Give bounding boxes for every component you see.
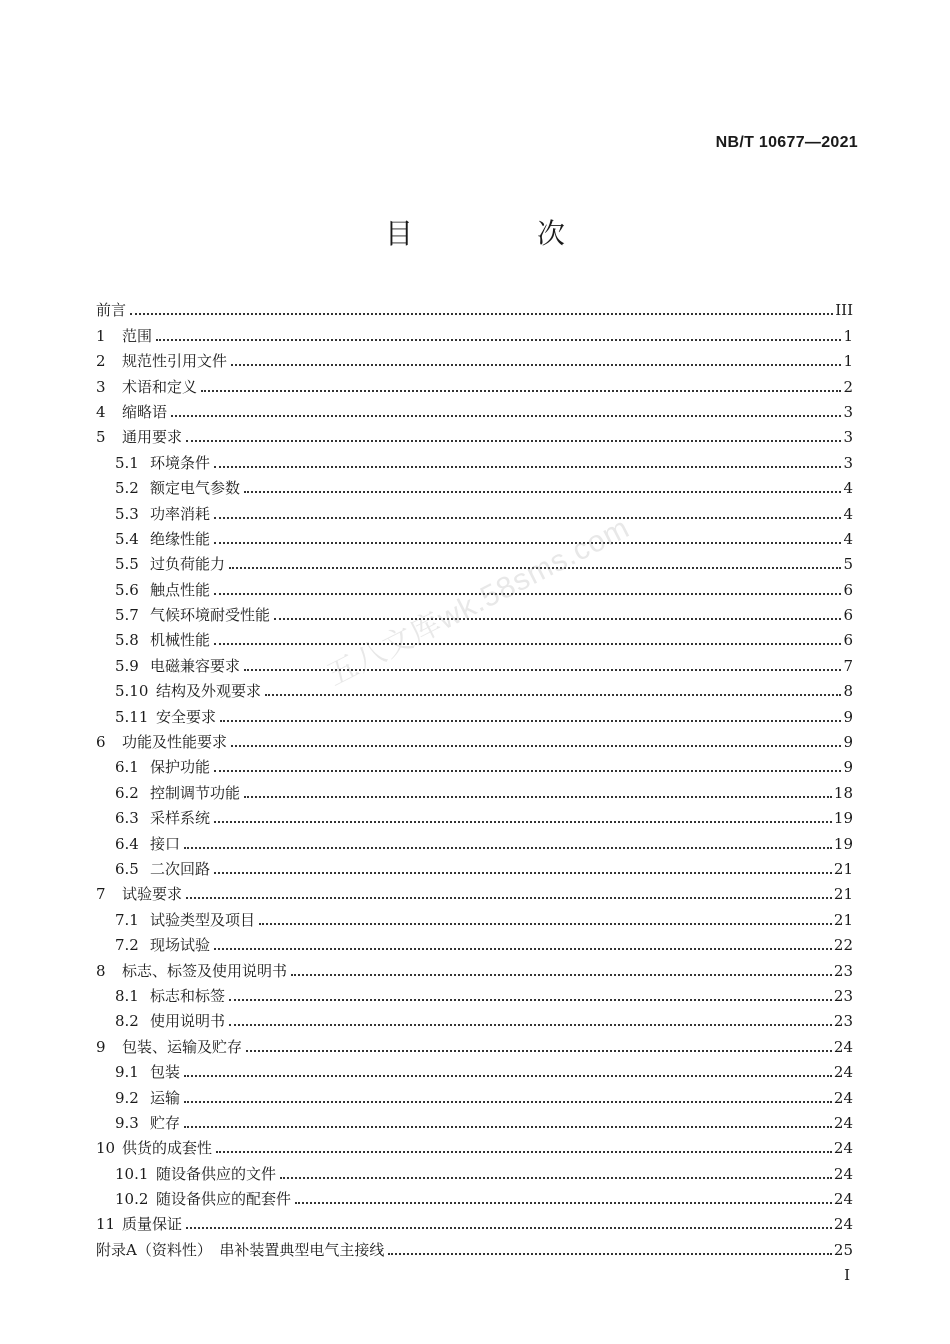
toc-entry-number: 9.3	[115, 1113, 139, 1132]
toc-entry-number: 11	[96, 1215, 116, 1234]
toc-entry-page: 21	[833, 885, 853, 904]
toc-leader-dots	[184, 1125, 832, 1128]
toc-entry-page: III	[835, 301, 853, 320]
toc-entry-page: 24	[833, 1190, 853, 1209]
toc-entry[interactable]	[96, 1233, 853, 1258]
toc-entry-label: 范围	[122, 326, 153, 345]
toc-entry[interactable]	[96, 878, 853, 903]
toc-entry[interactable]	[96, 929, 853, 954]
toc-entry[interactable]	[96, 1081, 853, 1106]
toc-entry[interactable]	[96, 294, 853, 319]
toc-leader-dots	[231, 363, 841, 366]
toc-leader-dots	[216, 1150, 832, 1153]
toc-leader-dots	[229, 1023, 832, 1026]
toc-leader-dots	[214, 871, 832, 874]
toc-entry-page: 1	[843, 326, 853, 345]
toc-entry-number: 5.3	[115, 504, 139, 523]
toc-entry-label: 机械性能	[150, 631, 211, 650]
toc-leader-dots	[244, 490, 841, 493]
toc-entry-page: 23	[833, 986, 853, 1005]
toc-leader-dots	[214, 541, 841, 544]
toc-leader-dots	[246, 1049, 832, 1052]
toc-entry-number: 5.11	[115, 707, 149, 726]
toc-entry-number: 5.5	[115, 555, 139, 574]
toc-leader-dots	[265, 693, 841, 696]
toc-entry-page: 9	[843, 733, 853, 752]
toc-entry-number: 6.4	[115, 834, 139, 853]
toc-leader-dots	[156, 338, 841, 341]
toc-entry-number: 5	[96, 428, 106, 447]
toc-entry-number: 6	[96, 733, 106, 752]
toc-entry[interactable]	[96, 1030, 853, 1055]
toc-entry[interactable]	[96, 1183, 853, 1208]
toc-entry-number: 9	[96, 1037, 106, 1056]
toc-entry[interactable]	[96, 446, 853, 471]
toc-entry-page: 21	[833, 910, 853, 929]
toc-entry-number: 8.1	[115, 986, 139, 1005]
toc-entry-label: 保护功能	[150, 758, 211, 777]
toc-leader-dots	[259, 922, 832, 925]
toc-entry-page: 4	[843, 529, 853, 548]
toc-entry-label: （资料性） 串补装置典型电气主接线	[136, 1240, 385, 1259]
toc-entry-page: 23	[833, 1012, 853, 1031]
toc-leader-dots	[214, 516, 841, 519]
toc-entry-number: 8.2	[115, 1012, 139, 1031]
toc-entry-label: 控制调节功能	[150, 783, 241, 802]
toc-entry-number: 7.2	[115, 936, 139, 955]
toc-entry-label: 试验要求	[122, 885, 183, 904]
toc-entry-number: 6.1	[115, 758, 139, 777]
toc-entry[interactable]	[96, 751, 853, 776]
toc-leader-dots	[214, 465, 841, 468]
toc-entry-label: 质量保证	[122, 1215, 183, 1234]
toc-entry-page: 25	[833, 1240, 853, 1259]
toc-entry-page: 19	[833, 834, 853, 853]
toc-entry-number: 5.9	[115, 656, 139, 675]
page-number: I	[844, 1266, 850, 1284]
toc-leader-dots	[244, 795, 832, 798]
toc-entry-label: 结构及外观要求	[156, 682, 262, 701]
toc-entry[interactable]	[96, 1208, 853, 1233]
toc-entry[interactable]	[96, 421, 853, 446]
toc-entry-number: 6.2	[115, 783, 139, 802]
toc-entry-label: 运输	[150, 1088, 181, 1107]
toc-leader-dots	[291, 973, 832, 976]
toc-entry[interactable]	[96, 802, 853, 827]
toc-entry-number: 5.1	[115, 453, 139, 472]
toc-leader-dots	[220, 719, 841, 722]
standard-code: NB/T 10677—2021	[715, 134, 858, 151]
toc-entry-label: 通用要求	[122, 428, 183, 447]
toc-entry-label: 标志、标签及使用说明书	[122, 961, 288, 980]
toc-entry-number: 5.6	[115, 580, 139, 599]
toc-leader-dots	[295, 1201, 832, 1204]
toc-entry-number: 7.1	[115, 910, 139, 929]
toc-entry[interactable]	[96, 523, 853, 548]
toc-entry-page: 1	[843, 352, 853, 371]
toc-entry-label: 标志和标签	[150, 986, 226, 1005]
toc-entry-label: 安全要求	[156, 707, 217, 726]
toc-entry[interactable]	[96, 903, 853, 928]
toc-entry-label: 二次回路	[150, 859, 211, 878]
toc-entry-page: 6	[843, 631, 853, 650]
toc-entry[interactable]	[96, 497, 853, 522]
toc-entry[interactable]	[96, 980, 853, 1005]
toc-entry-page: 19	[833, 809, 853, 828]
toc-entry-page: 24	[833, 1088, 853, 1107]
toc-entry[interactable]	[96, 548, 853, 573]
toc-entry-number: 10	[96, 1139, 116, 1158]
toc-leader-dots	[184, 1100, 832, 1103]
toc-entry-label: 使用说明书	[150, 1012, 226, 1031]
toc-entry-page: 3	[843, 453, 853, 472]
toc-leader-dots	[214, 820, 832, 823]
toc-entry[interactable]	[96, 675, 853, 700]
toc-entry-label: 电磁兼容要求	[150, 656, 241, 675]
toc-entry-number: 10.2	[115, 1190, 149, 1209]
toc-entry-page: 2	[843, 377, 853, 396]
toc-entry[interactable]	[96, 1157, 853, 1182]
toc-entry-label: 绝缘性能	[150, 529, 211, 548]
toc-entry-page: 4	[843, 479, 853, 498]
toc-entry-page: 21	[833, 859, 853, 878]
toc-entry-number: 5.7	[115, 606, 139, 625]
toc-entry[interactable]	[96, 1107, 853, 1132]
toc-entry-page: 24	[833, 1113, 853, 1132]
toc-leader-dots	[186, 439, 841, 442]
toc-entry-label: 现场试验	[150, 936, 211, 955]
toc-entry-number: 5.2	[115, 479, 139, 498]
toc-entry-label: 功率消耗	[150, 504, 211, 523]
toc-entry[interactable]	[96, 954, 853, 979]
toc-entry-number: 10.1	[115, 1164, 149, 1183]
toc-entry-number: 7	[96, 885, 106, 904]
toc-leader-dots	[186, 896, 832, 899]
toc-entry-label: 规范性引用文件	[122, 352, 228, 371]
toc-entry-page: 8	[843, 682, 853, 701]
toc-entry-number: 8	[96, 961, 106, 980]
toc-entry-page: 23	[833, 961, 853, 980]
toc-entry-number: 3	[96, 377, 106, 396]
toc-entry[interactable]	[96, 396, 853, 421]
toc-entry-page: 24	[833, 1215, 853, 1234]
toc-entry-page: 6	[843, 606, 853, 625]
toc-entry[interactable]	[96, 472, 853, 497]
toc-entry[interactable]	[96, 776, 853, 801]
toc-entry-label: 包装、运输及贮存	[122, 1037, 243, 1056]
toc-entry-page: 9	[843, 758, 853, 777]
toc-entry-page: 24	[833, 1037, 853, 1056]
toc-leader-dots	[231, 744, 841, 747]
toc-leader-dots	[388, 1252, 832, 1255]
toc-entry[interactable]	[96, 700, 853, 725]
toc-entry-number: 9.1	[115, 1063, 139, 1082]
toc-entry[interactable]	[96, 319, 853, 344]
table-of-contents	[96, 294, 853, 1259]
toc-entry[interactable]	[96, 1056, 853, 1081]
toc-entry[interactable]	[96, 649, 853, 674]
toc-entry-label: 术语和定义	[122, 377, 198, 396]
toc-entry-page: 5	[843, 555, 853, 574]
toc-entry[interactable]	[96, 624, 853, 649]
toc-entry-number: 5.8	[115, 631, 139, 650]
toc-leader-dots	[274, 617, 841, 620]
toc-entry-label: 气候环境耐受性能	[150, 606, 271, 625]
toc-entry-number: 1	[96, 326, 106, 345]
toc-entry-label: 随设备供应的配套件	[156, 1190, 292, 1209]
toc-leader-dots	[201, 389, 841, 392]
toc-entry-page: 24	[833, 1063, 853, 1082]
toc-entry-page: 24	[833, 1139, 853, 1158]
toc-entry-label: 功能及性能要求	[122, 733, 228, 752]
toc-leader-dots	[214, 642, 841, 645]
toc-entry-page: 9	[843, 707, 853, 726]
toc-leader-dots	[186, 1226, 832, 1229]
toc-entry-page: 22	[833, 936, 853, 955]
toc-entry-number: 附录A	[96, 1240, 137, 1259]
toc-entry-label: 过负荷能力	[150, 555, 226, 574]
toc-entry[interactable]	[96, 345, 853, 370]
toc-entry-page: 6	[843, 580, 853, 599]
toc-entry-page: 7	[843, 656, 853, 675]
toc-entry-label: 随设备供应的文件	[156, 1164, 277, 1183]
watermark: 五八文库wk.58sms.com	[322, 511, 635, 693]
toc-entry-number: 4	[96, 402, 106, 421]
toc-entry-number: 5.10	[115, 682, 149, 701]
toc-entry-number: 2	[96, 352, 106, 371]
toc-entry[interactable]	[96, 1132, 853, 1157]
toc-leader-dots	[184, 846, 832, 849]
toc-entry-page: 3	[843, 428, 853, 447]
toc-leader-dots	[171, 414, 841, 417]
toc-entry-number: 6.3	[115, 809, 139, 828]
toc-entry-label: 采样系统	[150, 809, 211, 828]
toc-entry-number: 6.5	[115, 859, 139, 878]
toc-entry-label: 触点性能	[150, 580, 211, 599]
toc-entry[interactable]	[96, 726, 853, 751]
toc-entry-page: 3	[843, 402, 853, 421]
toc-entry-label: 前言	[96, 301, 127, 320]
toc-entry-label: 试验类型及项目	[150, 910, 256, 929]
toc-leader-dots	[229, 998, 832, 1001]
toc-entry-label: 供货的成套性	[122, 1139, 213, 1158]
toc-leader-dots	[214, 947, 832, 950]
toc-entry-number: 9.2	[115, 1088, 139, 1107]
page-title: 目 次	[384, 217, 613, 250]
toc-entry-label: 额定电气参数	[150, 479, 241, 498]
toc-leader-dots	[280, 1176, 832, 1179]
toc-leader-dots	[214, 769, 841, 772]
toc-entry[interactable]	[96, 1005, 853, 1030]
toc-entry[interactable]	[96, 853, 853, 878]
toc-leader-dots	[184, 1074, 832, 1077]
toc-entry[interactable]	[96, 827, 853, 852]
toc-entry-page: 24	[833, 1164, 853, 1183]
toc-entry-label: 环境条件	[150, 453, 211, 472]
toc-entry-label: 包装	[150, 1063, 181, 1082]
toc-entry-number: 5.4	[115, 529, 139, 548]
toc-entry-page: 18	[833, 783, 853, 802]
toc-entry-page: 4	[843, 504, 853, 523]
toc-entry-label: 接口	[150, 834, 181, 853]
toc-leader-dots	[130, 312, 833, 315]
toc-entry[interactable]	[96, 370, 853, 395]
toc-entry-label: 缩略语	[122, 402, 168, 421]
toc-entry-label: 贮存	[150, 1113, 181, 1132]
